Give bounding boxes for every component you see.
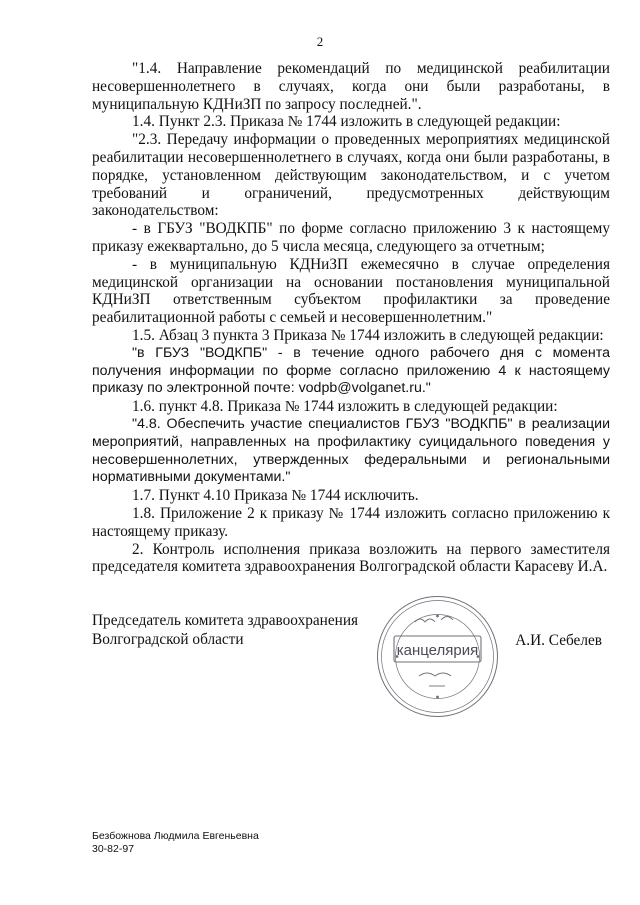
- executor-phone: 30-82-97: [92, 843, 135, 855]
- page-number: 2: [316, 34, 324, 49]
- signer-title-line-1: Председатель комитета здравоохранения: [92, 612, 359, 629]
- executor-name: Безбожнова Людмила Евгеньевна: [92, 830, 259, 842]
- paragraph-1-5: 1.5. Абзац 3 пункта 3 Приказа № 1744 изложить в следующей редакции:: [132, 326, 604, 344]
- paragraph-2: 2. Контроль исполнения приказа возложить на первого заместителя председателя комитета здравоохранения Волгоградской области Карасеву И.А.: [92, 540, 610, 576]
- paragraph-item-vodkpb: - в ГБУЗ "ВОДКПБ" по форме согласно приложению 3 к настоящему приказу ежеквартально, до 5 числа месяца, следующего за отчетным;: [92, 220, 610, 255]
- paragraph-1-6: 1.6. пункт 4.8. Приказа № 1744 изложить в следующей редакции:: [132, 398, 558, 416]
- paragraph-quote-abzac-3: "в ГБУЗ "ВОДКПБ" - в течение одного рабочего дня с момента получения информации по форме согласно приложению 4 к настоящему приказу по электронной почте: vodpb@volganet.ru.": [92, 344, 610, 397]
- document-body: [92, 60, 610, 576]
- signer-title: [92, 611, 358, 649]
- signer-title-line-2: Волгоградской области: [92, 631, 244, 648]
- paragraph-1-4: 1.4. Пункт 2.3. Приказа № 1744 изложить в следующей редакции:: [132, 113, 561, 131]
- paragraph-item-kdnizp: - в муниципальную КДНиЗП ежемесячно в случае определения медицинской организации на основании постановления муниципальной КДНиЗП ответственным субъектом профилактики за проведение реабилитационной работы с семьей и несовершеннолетним.": [92, 255, 610, 327]
- office-stamp: [375, 594, 500, 719]
- executor-info: [92, 830, 259, 856]
- paragraph-1-7: 1.7. Пункт 4.10 Приказа № 1744 исключить.: [132, 487, 419, 505]
- paragraph-1-8: 1.8. Приложение 2 к приказу № 1744 изложить согласно приложению к настоящему приказу.: [92, 504, 610, 540]
- signature-block: [92, 611, 612, 721]
- stamp-label: канцелярия: [396, 642, 479, 659]
- signer-name: А.И. Себелев: [515, 632, 602, 649]
- paragraph-quote-4-8: "4.8. Обеспечить участие специалистов ГБУЗ "ВОДКПБ" в реализации мероприятий, направленных на профилактику суицидального поведения у несовершеннолетних, утвержденных федеральными и региональными нормативными документами.": [92, 415, 610, 486]
- paragraph-quote-1-4: "1.4. Направление рекомендаций по медицинской реабилитации несовершеннолетнего в случаях, когда они были разработаны, в муниципальную КДНиЗП по запросу последней.".: [92, 60, 610, 113]
- paragraph-quote-2-3: "2.3. Передачу информации о проведенных мероприятиях медицинской реабилитации несовершеннолетнего в случаях, когда они были разработаны, в порядке, установленном действующим законодательством, и с учетом требований и ограничений, предусмотренных действующим законодательством:: [92, 131, 610, 220]
